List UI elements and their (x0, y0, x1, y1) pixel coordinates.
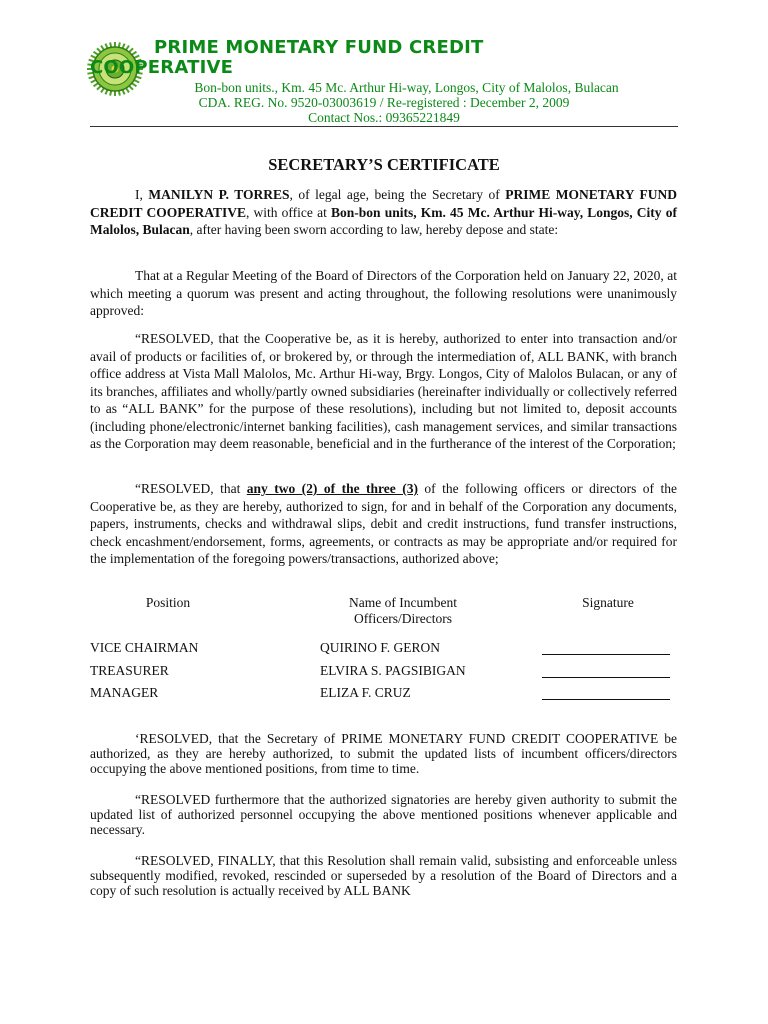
intro-text-3: , with office at (245, 204, 331, 220)
intro-coop-name: PRIME MONETARY FUND CREDIT COOPERATIVE (90, 187, 677, 220)
header-address: Bon-bon units., Km. 45 Mc. Arthur Hi-way, Longos, City of Malolos, Bulacan (194, 80, 619, 95)
intro-text-4: , after having been sworn according to law, hereby depose and state: (189, 222, 559, 237)
row-2-name: ELVIRA S. PAGSIBIGAN (320, 663, 466, 678)
signatories-text-2: of the following officers or directors of the Cooperative be, as they are hereby, authorized to sign, for and in behalf of the Corporation any documents, papers, instruments, checks and withdrawal slips, debit and credit instructions, fund transfer instructions, check encashment/endorsement, forms, agreements, or contracts as may be appropriate and/or required for the implementation of the foregoing powers/transactions, authorized above; (90, 481, 677, 566)
intro-text-2: , of legal age, being the Secretary of (289, 187, 506, 202)
paragraph-intro (90, 186, 677, 239)
table-header-name-line2: Officers/Directors (354, 611, 452, 626)
paragraph-resolution-secretary: ‘RESOLVED, that the Secretary of PRIME MONETARY FUND CREDIT COOPERATIVE be authorized, as they are hereby authorized, to submit the updated lists of incumbent officers/directors occupying the above mentioned positions, from time to time. (90, 731, 677, 777)
paragraph-resolution-finally: “RESOLVED, FINALLY, that this Resolution shall remain valid, subsisting and enforceable unless subsequently modified, revoked, rescinded or superseded by a resolution of the Board of Directors and a copy of such resolution is actually received by ALL BANK (90, 853, 677, 899)
row-1-signature-line (542, 654, 670, 655)
signatories-text-1: “RESOLVED, that (135, 481, 247, 496)
paragraph-meeting: That at a Regular Meeting of the Board of Directors of the Corporation held on January 22, 2020, at which meeting a quorum was present and acting throughout, the following resolutions were unanimously approved: (90, 268, 677, 318)
table-header-position: Position (145, 595, 191, 610)
row-2-signature-line (542, 677, 670, 678)
header-divider (90, 126, 678, 127)
cooperative-name-line1: PRIME MONETARY FUND CREDIT (154, 37, 484, 58)
row-3-position: MANAGER (90, 685, 159, 700)
intro-office-address: Bon-bon units, Km. 45 Mc. Arthur Hi-way, Longos, City of Malolos, Bulacan (90, 204, 677, 237)
secretary-name: MANILYN P. TORRES (148, 187, 290, 202)
row-1-name: QUIRINO F. GERON (320, 640, 441, 655)
table-header-signature: Signature (582, 595, 634, 610)
cooperative-name-line2: COOPERATIVE (90, 57, 234, 78)
paragraph-resolution-allbank: “RESOLVED, that the Cooperative be, as it is hereby, authorized to enter into transaction and/or avail of products or facilities of, or brokered by, or through the intermediation of, ALL BANK, with branch office address at Vista Mall Malolos, Mc. Arthur Hi-way, Brgy. Longos, City of Malolos Bulacan, or any of its branches, affiliates and wholly/partly owned subsidiaries (hereinafter individually or collectively referred to as “ALL BANK” for the purpose of these resolutions), including but not limited to, deposit accounts (including phone/electronic/internet banking facilities), cash management services, and similar transactions as the Corporation may deem reasonable, beneficial and in the furtherance of the interest of the Corporation; (90, 331, 677, 451)
header-contact: Contact Nos.: 09365221849 (308, 110, 460, 125)
table-header-name (318, 595, 488, 627)
cooperative-name (90, 38, 560, 78)
row-1-position: VICE CHAIRMAN (90, 640, 199, 655)
signatories-quorum: any two (2) of the three (3) (246, 481, 418, 496)
paragraph-resolution-furthermore: “RESOLVED furthermore that the authorized signatories are hereby given authority to submit the updated list of authorized personnel occupying the above mentioned positions whenever applicable and necessary. (90, 792, 677, 838)
row-3-name: ELIZA F. CRUZ (320, 685, 411, 700)
document-title: SECRETARY’S CERTIFICATE (268, 155, 500, 174)
intro-text-1: I, (135, 187, 149, 202)
paragraph-resolution-signatories (90, 480, 677, 568)
header-registration: CDA. REG. No. 9520-03003619 / Re-registered : December 2, 2009 (198, 95, 570, 110)
row-2-position: TREASURER (90, 663, 169, 678)
table-header-name-line1: Name of Incumbent (349, 595, 457, 610)
row-3-signature-line (542, 699, 670, 700)
